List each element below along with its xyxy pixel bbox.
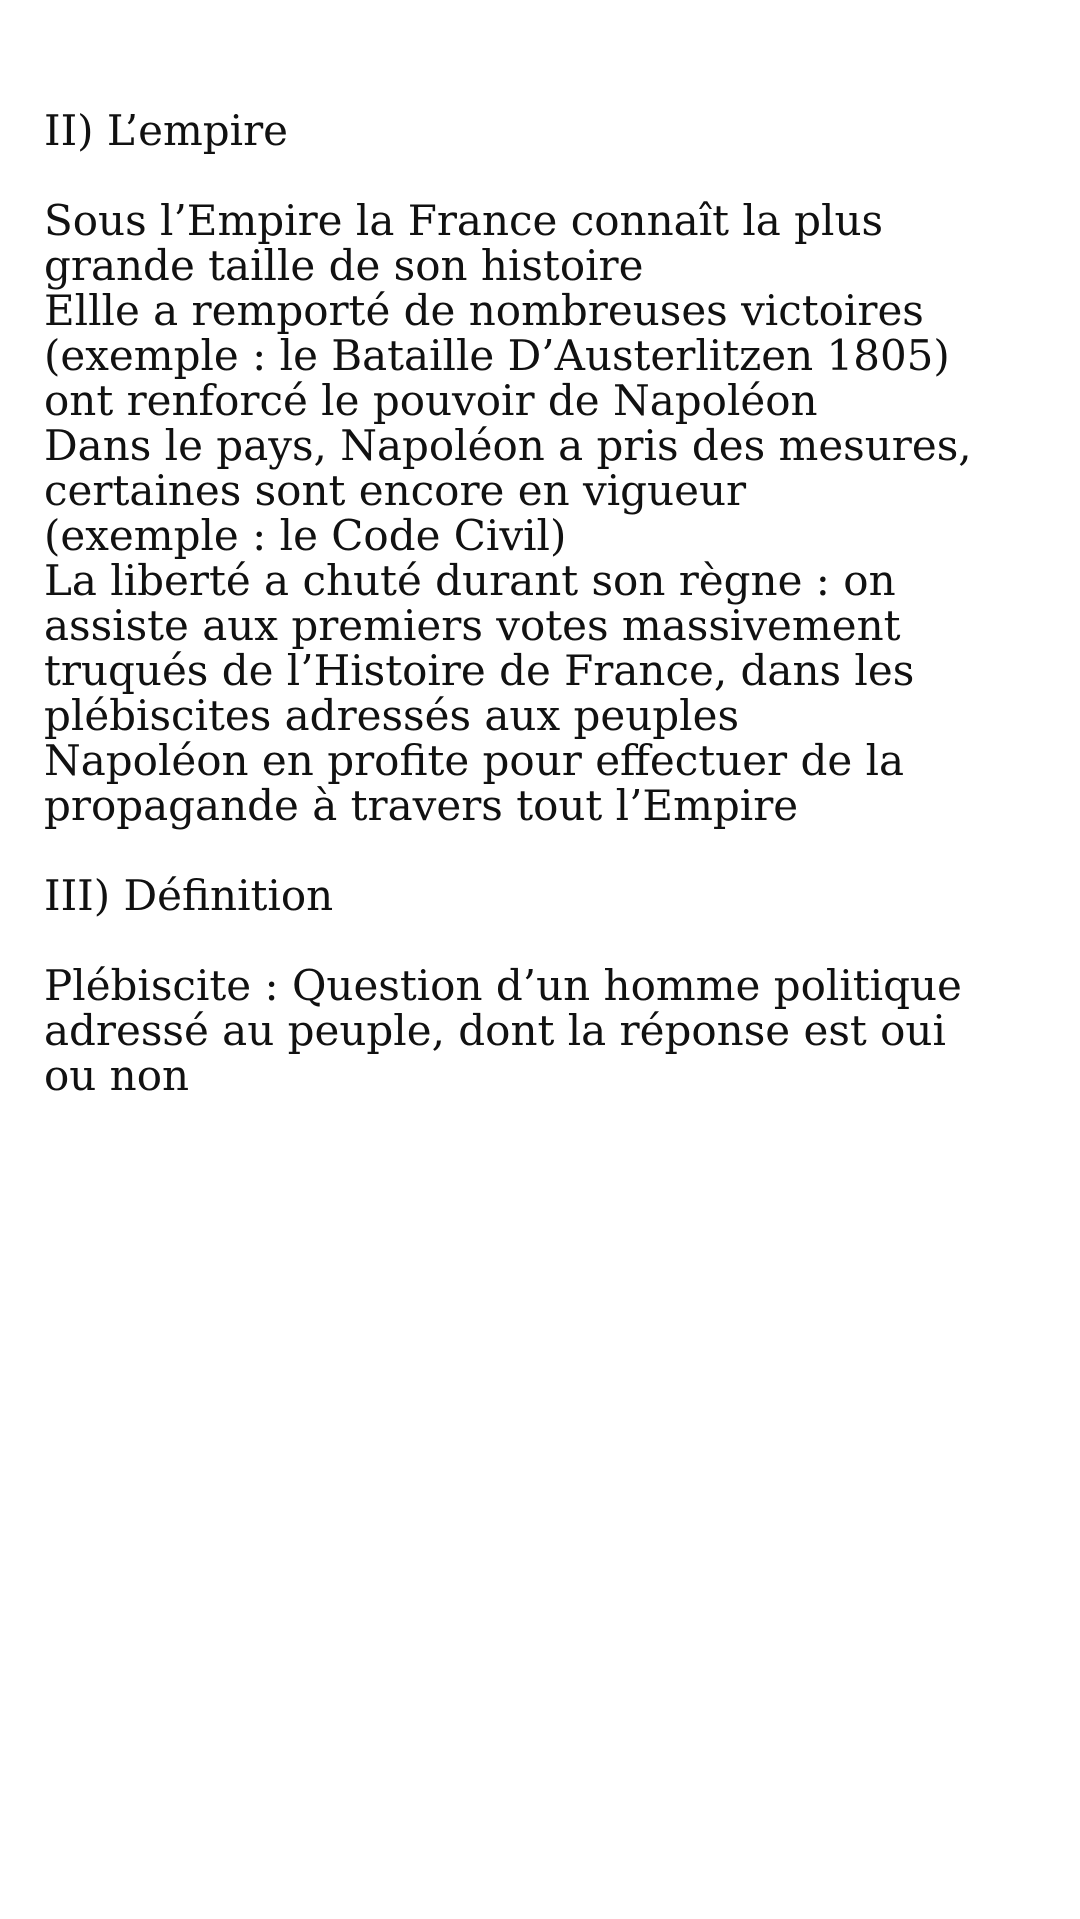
text-line: Sous l’Empire la France connaît la plus [44, 196, 884, 245]
section-empire [44, 108, 1044, 828]
text-line: propagande à travers tout l’Empire [44, 781, 799, 830]
section-body [44, 198, 1044, 828]
text-line: Napoléon en profite pour effectuer de la [44, 736, 905, 785]
text-line: plébiscites adressés aux peuples [44, 691, 740, 740]
section-body [44, 963, 1044, 1098]
text-line: Dans le pays, Napoléon a pris des mesures, [44, 421, 972, 470]
text-line: ou non [44, 1051, 190, 1100]
text-line: assiste aux premiers votes massivement [44, 601, 901, 650]
text-line: La liberté a chuté durant son règne : on [44, 556, 896, 605]
section-heading: III) Définition [44, 871, 334, 920]
text-line: truqués de l’Histoire de France, dans les [44, 646, 915, 695]
document-page [44, 108, 1044, 1098]
text-line: grande taille de son histoire [44, 241, 644, 290]
section-heading: II) L’empire [44, 106, 289, 155]
text-line: (exemple : le Bataille D’Austerlitzen 1805) [44, 331, 950, 380]
text-line: certaines sont encore en vigueur [44, 466, 747, 515]
text-line: Plébiscite : Question d’un homme politique [44, 961, 962, 1010]
text-line: Ellle a remporté de nombreuses victoires [44, 286, 924, 335]
section-definition [44, 873, 1044, 1098]
section-spacer [44, 828, 1044, 873]
text-line: adressé au peuple, dont la réponse est oui [44, 1006, 946, 1055]
text-line: ont renforcé le pouvoir de Napoléon [44, 376, 818, 425]
text-line: (exemple : le Code Civil) [44, 511, 567, 560]
